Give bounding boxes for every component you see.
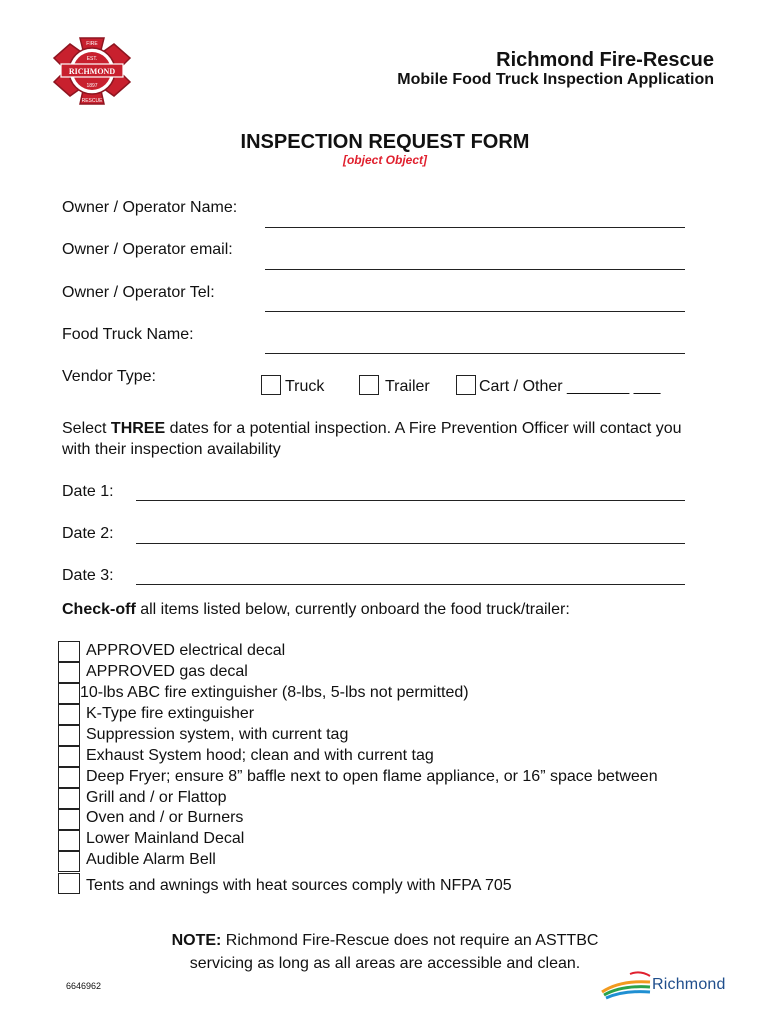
item-alarm-bell-label: Audible Alarm Bell	[86, 851, 216, 868]
item-exhaust-hood-label: Exhaust System hood; clean and with current tag	[86, 747, 434, 764]
item-electrical-decal-checkbox[interactable]	[58, 641, 80, 662]
vendor-truck-checkbox[interactable]	[261, 375, 281, 395]
note-label: NOTE:	[171, 932, 222, 949]
item-grill-flattop-label: Grill and / or Flattop	[86, 789, 227, 806]
owner-tel-field[interactable]	[265, 311, 685, 312]
logo-text-center: RICHMOND	[68, 67, 116, 76]
vendor-cart-other-label: Cart / Other _______ ___	[479, 378, 661, 395]
item-deep-fryer-checkbox[interactable]	[58, 767, 80, 788]
asttbc-note-line-1	[0, 932, 770, 950]
date-1-label: Date 1:	[62, 483, 114, 500]
date-instruction	[62, 418, 702, 460]
instruction-emphasis: THREE	[110, 420, 166, 437]
food-truck-name-label: Food Truck Name:	[62, 326, 194, 343]
form-completion-note: [object Object]	[342, 153, 427, 167]
item-abc-extinguisher-label: 10-lbs ABC fire extinguisher (8-lbs, 5-lbs not permitted)	[80, 684, 469, 701]
vendor-trailer-label: Trailer	[385, 378, 430, 395]
item-alarm-bell-checkbox[interactable]	[58, 851, 80, 872]
form-subtitle: Mobile Food Truck Inspection Application	[397, 71, 714, 88]
city-name: Richmond	[652, 976, 726, 993]
instruction-post: dates for a potential inspection. A Fire Prevention Officer will contact you with their inspection availability	[62, 420, 682, 458]
owner-email-label: Owner / Operator email:	[62, 241, 233, 258]
vendor-truck-label: Truck	[285, 378, 325, 395]
item-abc-extinguisher-checkbox[interactable]	[58, 683, 80, 704]
date-3-field[interactable]	[136, 584, 685, 585]
logo-text-bottom: RESCUE	[81, 98, 103, 104]
logo-text-year: 1897	[86, 83, 98, 89]
item-tents-awnings-label: Tents and awnings with heat sources comply with NFPA 705	[86, 877, 512, 894]
item-suppression-system-label: Suppression system, with current tag	[86, 726, 349, 743]
date-3-label: Date 3:	[62, 567, 114, 584]
item-k-type-extinguisher-checkbox[interactable]	[58, 704, 80, 725]
owner-email-field[interactable]	[265, 269, 685, 270]
item-k-type-extinguisher-label: K-Type fire extinguisher	[86, 705, 255, 722]
date-2-field[interactable]	[136, 543, 685, 544]
logo-text-top: FIRE	[86, 41, 98, 47]
item-deep-fryer-label: Deep Fryer; ensure 8” baffle next to open flame appliance, or 16” space between	[86, 768, 658, 785]
richmond-fire-rescue-logo	[52, 36, 132, 106]
food-truck-name-field[interactable]	[265, 353, 685, 354]
owner-name-label: Owner / Operator Name:	[62, 199, 238, 216]
item-grill-flattop-checkbox[interactable]	[58, 788, 80, 809]
item-electrical-decal-label: APPROVED electrical decal	[86, 642, 286, 659]
instruction-pre: Select	[62, 420, 111, 437]
item-suppression-system-checkbox[interactable]	[58, 725, 80, 746]
date-1-field[interactable]	[136, 500, 685, 501]
document-number: 6646962	[66, 981, 102, 991]
date-2-label: Date 2:	[62, 525, 114, 542]
item-oven-burners-checkbox[interactable]	[58, 809, 80, 830]
checkoff-rest: all items listed below, currently onboard the food truck/trailer:	[135, 601, 570, 618]
form-title: INSPECTION REQUEST FORM	[240, 131, 530, 153]
checkoff-emphasis: Check-off	[62, 601, 136, 618]
asttbc-note-line-2: servicing as long as all areas are accessible and clean.	[189, 955, 581, 972]
owner-name-field[interactable]	[265, 227, 685, 228]
org-title: Richmond Fire-Rescue	[496, 49, 714, 71]
item-oven-burners-label: Oven and / or Burners	[86, 809, 244, 826]
logo-text-est: EST.	[86, 56, 98, 62]
item-lower-mainland-decal-label: Lower Mainland Decal	[86, 830, 245, 847]
item-tents-awnings-checkbox[interactable]	[58, 873, 80, 894]
vendor-cart-other-checkbox[interactable]	[456, 375, 476, 395]
item-lower-mainland-decal-checkbox[interactable]	[58, 830, 80, 851]
vendor-trailer-checkbox[interactable]	[359, 375, 379, 395]
vendor-type-label: Vendor Type:	[62, 368, 156, 385]
item-exhaust-hood-checkbox[interactable]	[58, 746, 80, 767]
checkoff-instruction	[62, 601, 570, 619]
item-gas-decal-label: APPROVED gas decal	[86, 663, 248, 680]
item-gas-decal-checkbox[interactable]	[58, 662, 80, 683]
owner-tel-label: Owner / Operator Tel:	[62, 284, 215, 301]
note-line-1-text: Richmond Fire-Rescue does not require an ASTTBC	[221, 932, 599, 949]
